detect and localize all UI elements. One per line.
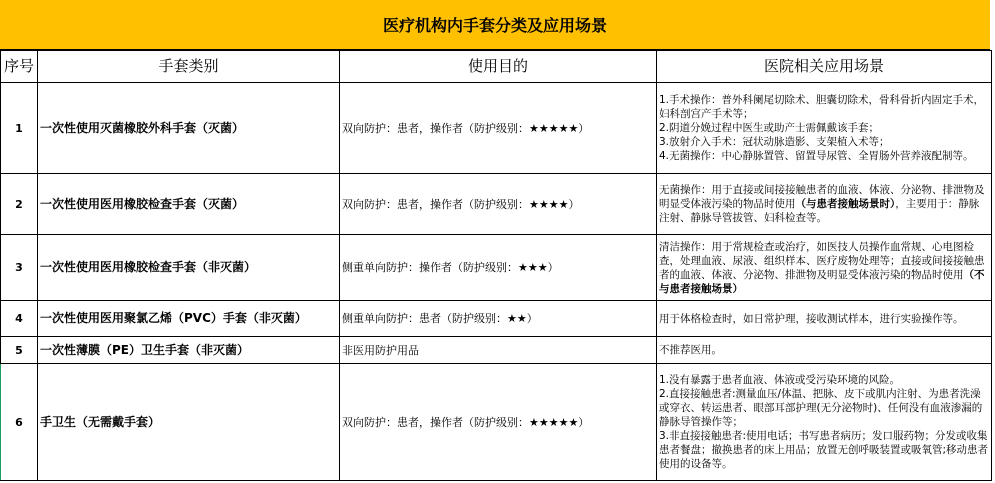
cell-purpose[interactable]: 侧重单向防护：患者（防护级别：★★） [340,301,657,337]
header-row [1,51,992,83]
scene-line: 1.没有暴露于患者血液、体液或受污染环境的风险。 [659,374,901,386]
cell-type[interactable]: 一次性使用灭菌橡胶外科手套（灭菌） [38,83,340,174]
scene-line: 3.放射介入手术：冠状动脉造影、支架植入术等； [659,136,890,148]
cell-purpose[interactable]: 侧重单向防护：操作者（防护级别：★★★） [340,235,657,301]
scene-text: 无菌操作：用于直接或间接接触患者的血液、体液、分泌物、排泄物及明显受体液污染的物品时使用 [659,184,985,210]
cell-type[interactable]: 一次性使用医用聚氯乙烯（PVC）手套（非灭菌） [38,301,340,337]
cell-scene[interactable] [657,174,992,235]
header-no[interactable]: 序号 [1,51,38,83]
table-row [1,83,992,174]
scene-line: 3.非直接接触患者:使用电话；书写患者病历；发口服药物；分发或收集患者餐盘；撤换患者的床上用品；放置无创呼吸装置或吸氧管;移动患者使用的设备等。 [659,430,989,470]
table-row [1,301,992,337]
cell-scene[interactable] [657,235,992,301]
cell-no[interactable]: 5 [1,337,38,364]
cell-no[interactable]: 3 [1,235,38,301]
scene-text: ，主要用于：静脉注射、静脉导管拔管、妇科检查等。 [659,198,980,224]
cell-purpose[interactable]: 双向防护：患者，操作者（防护级别：★★★★★） [340,364,657,481]
table-row [1,364,992,481]
table-row [1,235,992,301]
scene-line: 1.手术操作：普外科阑尾切除术、胆囊切除术，骨科骨折内固定手术，妇科剖宫产手术等； [659,94,985,120]
cell-type[interactable]: 一次性使用医用橡胶检查手套（灭菌） [38,174,340,235]
table-row [1,174,992,235]
scene-line: 2.阴道分娩过程中医生或助产士需佩戴该手套； [659,122,880,134]
cell-type[interactable]: 手卫生（无需戴手套） [38,364,340,481]
glove-table [0,50,992,481]
table-row [1,337,992,364]
cell-scene[interactable] [657,83,992,174]
cell-purpose[interactable]: 双向防护：患者，操作者（防护级别：★★★★★） [340,83,657,174]
cell-no[interactable]: 4 [1,301,38,337]
cell-no[interactable]: 2 [1,174,38,235]
header-scene[interactable]: 医院相关应用场景 [657,51,992,83]
scene-line: 4.无菌操作：中心静脉置管、留置导尿管、全胃肠外营养液配制等。 [659,150,974,162]
header-type[interactable]: 手套类别 [38,51,340,83]
header-purpose[interactable]: 使用目的 [340,51,657,83]
cell-type[interactable]: 一次性薄膜（PE）卫生手套（非灭菌） [38,337,340,364]
cell-no[interactable]: 1 [1,83,38,174]
scene-line: 2.直接接触患者:测量血压/体温、把脉、皮下或肌内注射、为患者洗澡或穿衣、转运患者、眼部耳部护理(无分泌物时)、任何没有血液渗漏的静脉导管操作等； [659,388,983,428]
scene-text: 清洁操作：用于常规检查或治疗，如医技人员操作血常规、心电图检查，处理血液、尿液、组织样本、医疗废物处理等；直接或间接接触患者的血液、体液、分泌物、排泄物及明显受体液污染的物品时使用 [659,240,985,281]
scene-emphasis: （不与患者接触场景） [659,268,985,295]
cell-scene[interactable] [657,364,992,481]
scene-emphasis: （与患者接触场景时） [795,198,896,210]
sheet-title: 医疗机构内手套分类及应用场景 [0,0,990,50]
cell-scene[interactable]: 用于体格检查时，如日常护理，接收测试样本，进行实验操作等。 [657,301,992,337]
cell-no[interactable]: 6 [1,364,38,481]
cell-purpose[interactable]: 非医用防护用品 [340,337,657,364]
cell-purpose[interactable]: 双向防护：患者，操作者（防护级别：★★★★） [340,174,657,235]
cell-scene[interactable]: 不推荐医用。 [657,337,992,364]
cell-type[interactable]: 一次性使用医用橡胶检查手套（非灭菌） [38,235,340,301]
